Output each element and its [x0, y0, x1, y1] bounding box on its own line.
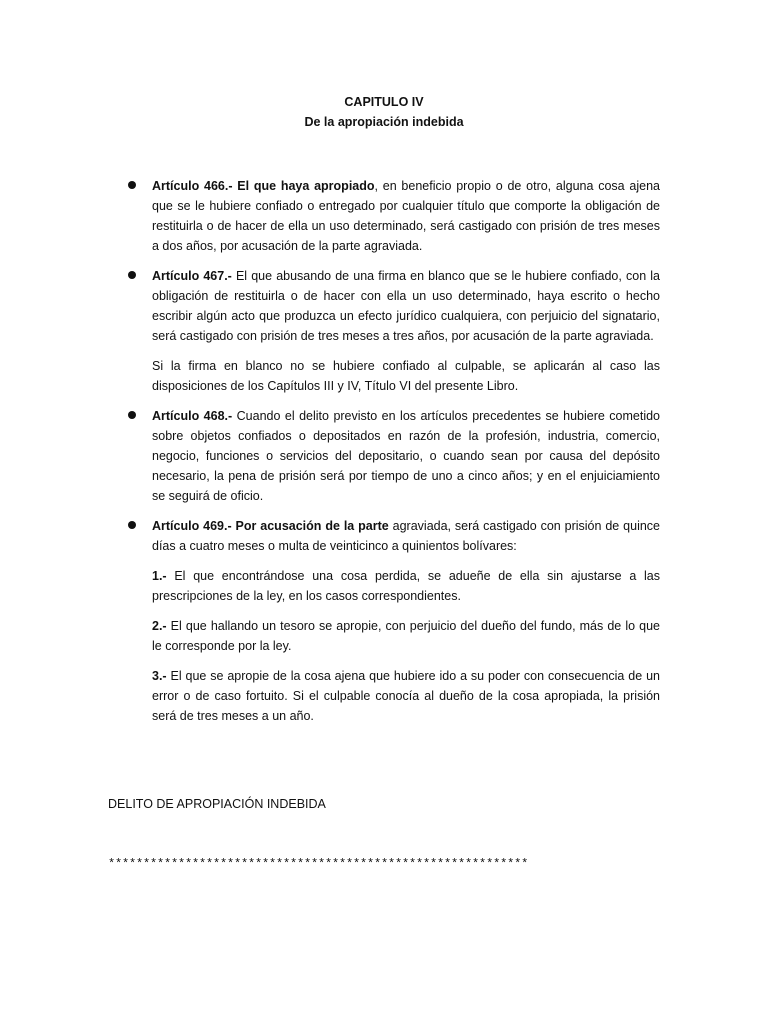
articles-list	[128, 176, 660, 736]
bullet-icon	[128, 181, 136, 189]
article-468-label: Artículo 468.-	[152, 409, 233, 423]
article-469-lead: Por acusación de la parte	[231, 519, 389, 533]
article-467-text: El que abusando de una firma en blanco que se le hubiere confiado, con la obligación de restituirla o de hacer con ella un uso determinado, haya escrito o hecho escribir algún acto que produzca un efecto jurídico cualquiera, con perjuicio del signatario, será castigado con prisión de tres meses a tres años, por acusación de la parte agraviada.	[152, 269, 660, 343]
article-469-text: agraviada, será castigado con prisión de quince días a cuatro meses o multa de veinticinco a quinientos bolívares:	[152, 519, 661, 553]
article-466	[128, 176, 660, 256]
article-467-paragraph	[152, 266, 660, 346]
article-469	[128, 516, 660, 726]
article-469-item-1	[152, 566, 660, 606]
article-466-text: , en beneficio propio o de otro, alguna cosa ajena que se le hubiere confiado o entregado por cualquier título que comporte la obligación de restituirla o de hacer de ella un uso determinado, será castigado con prisión de tres meses a dos años, por acusación de la parte agraviada.	[152, 179, 660, 253]
item-number: 1.-	[152, 569, 167, 583]
chapter-subtitle: De la apropiación indebida	[304, 115, 464, 129]
chapter-heading	[0, 92, 768, 132]
article-468-paragraph	[152, 406, 660, 506]
item-number: 2.-	[152, 619, 167, 633]
footer-title: DELITO DE APROPIACIÓN INDEBIDA	[108, 797, 326, 811]
article-466-label: Artículo 466.-	[152, 179, 233, 193]
article-466-paragraph	[152, 176, 660, 256]
bullet-icon	[128, 411, 136, 419]
article-469-paragraph	[152, 516, 660, 556]
article-467-extra: Si la firma en blanco no se hubiere confiado al culpable, se aplicarán al caso las disposiciones de los Capítulos III y IV, Título VI del presente Libro.	[152, 359, 660, 393]
bullet-icon	[128, 271, 136, 279]
article-466-lead: El que haya apropiado	[237, 179, 375, 193]
article-467-label: Artículo 467.-	[152, 269, 232, 283]
item-text: El que hallando un tesoro se apropie, con perjuicio del dueño del fundo, más de lo que le corresponde por la ley.	[152, 619, 660, 653]
item-text: El que encontrándose una cosa perdida, se adueñe de ella sin ajustarse a las prescripciones de la ley, en los casos correspondientes.	[152, 569, 660, 603]
item-text: El que se apropie de la cosa ajena que hubiere ido a su poder con consecuencia de un error o de caso fortuito. Si el culpable conocía al dueño de la cosa apropiada, la prisión será de tres meses a un año.	[152, 669, 660, 723]
bullet-icon	[128, 521, 136, 529]
separator-stars: ************************************************************	[108, 857, 529, 871]
article-468-text: Cuando el delito previsto en los artículos precedentes se hubiere cometido sobre objetos confiados o depositados en razón de la profesión, industria, comercio, negocio, funciones o servicios del depositario, o cuando sean por causa del depósito necesario, la pena de prisión será por tiempo de uno a cinco años; y en el enjuiciamiento se seguirá de oficio.	[152, 409, 661, 503]
article-469-label: Artículo 469.-	[152, 519, 232, 533]
article-467	[128, 266, 660, 396]
article-469-item-3	[152, 666, 660, 726]
article-469-item-2	[152, 616, 660, 656]
item-number: 3.-	[152, 669, 167, 683]
article-468	[128, 406, 660, 506]
chapter-title: CAPITULO IV	[344, 95, 424, 109]
